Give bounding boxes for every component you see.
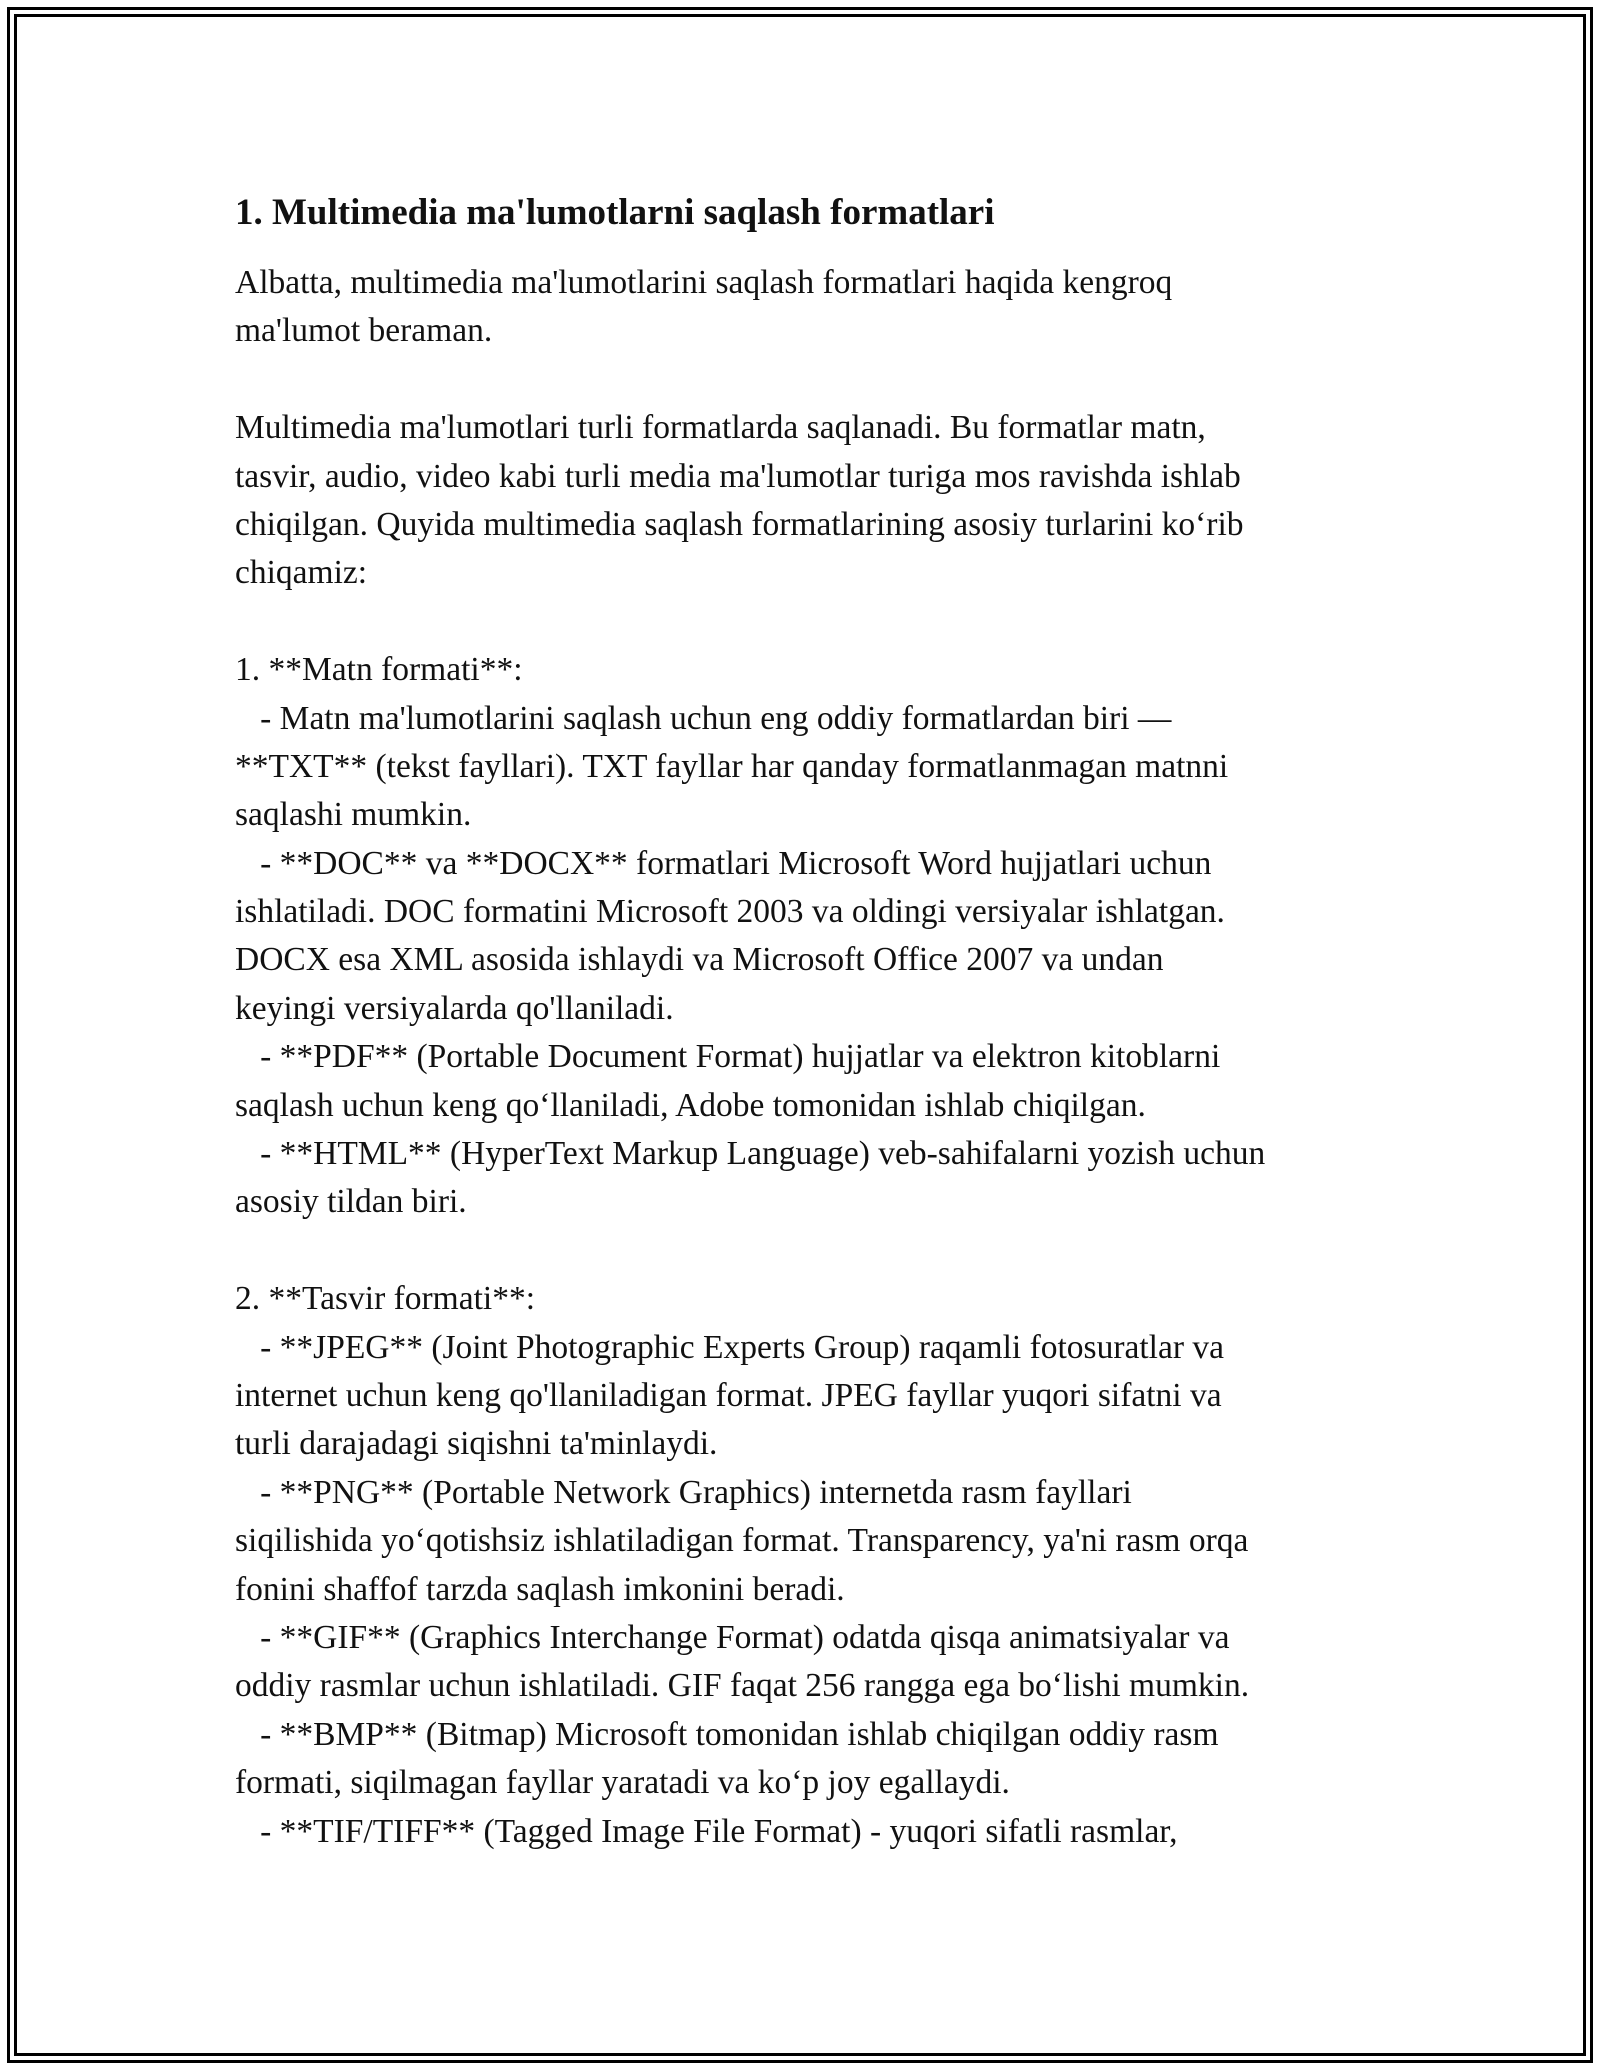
list-item-line: - **DOC** va **DOCX** formatlari Microsoft Word hujjatlari uchun — [235, 844, 1212, 882]
list-item-line: - **HTML** (HyperText Markup Language) veb-sahifalarni yozish uchun — [235, 1135, 1266, 1173]
blank-line — [235, 598, 1375, 646]
document-title: 1. Multimedia ma'lumotlarni saqlash formatlari — [235, 192, 995, 233]
text-line: Albatta, multimedia ma'lumotlarini saqlash formatlari haqida kengroq — [235, 264, 1173, 301]
text-line: **TXT** (tekst fayllari). TXT fayllar har qanday formatlanmagan matnni — [235, 747, 1229, 785]
text-line: turli darajadagi siqishni ta'minlaydi. — [235, 1425, 718, 1463]
text-line: formati, siqilmagan fayllar yaratadi va ko‘p joy egallaydi. — [235, 1764, 1010, 1802]
text-line: Multimedia ma'lumotlari turli formatlarda saqlanadi. Bu formatlar matn, — [235, 409, 1206, 447]
list-item-line: - **GIF** (Graphics Interchange Format) odatda qisqa animatsiyalar va — [235, 1618, 1230, 1656]
text-line: keyingi versiyalarda qo'llaniladi. — [235, 989, 674, 1027]
document-body — [235, 187, 1375, 1856]
list-item-line: - **PDF** (Portable Document Format) hujjatlar va elektron kitoblarni — [235, 1038, 1221, 1076]
section-heading-matn: 1. **Matn formati**: — [235, 651, 523, 689]
text-line: saqlashi mumkin. — [235, 796, 472, 834]
document-text — [235, 259, 1375, 1856]
list-item-line: - **TIF/TIFF** (Tagged Image File Format) - yuqori sifatli rasmlar, — [235, 1812, 1178, 1850]
list-item-line: - Matn ma'lumotlarini saqlash uchun eng oddiy formatlardan biri — — [235, 699, 1172, 737]
text-line: oddiy rasmlar uchun ishlatiladi. GIF faqat 256 rangga ega bo‘lishi mumkin. — [235, 1667, 1250, 1705]
text-line: saqlash uchun keng qo‘llaniladi, Adobe tomonidan ishlab chiqilgan. — [235, 1086, 1146, 1124]
section-heading-tasvir: 2. **Tasvir formati**: — [235, 1280, 536, 1318]
list-item-line: - **BMP** (Bitmap) Microsoft tomonidan ishlab chiqilgan oddiy rasm — [235, 1715, 1219, 1753]
text-line: fonini shaffof tarzda saqlash imkonini beradi. — [235, 1570, 845, 1608]
text-line: siqilishida yo‘qotishsiz ishlatiladigan format. Transparency, ya'ni rasm orqa — [235, 1522, 1249, 1560]
text-line: asosiy tildan biri. — [235, 1183, 467, 1221]
text-line: chiqilgan. Quyida multimedia saqlash formatlarining asosiy turlarini ko‘rib — [235, 505, 1244, 543]
list-item-line: - **PNG** (Portable Network Graphics) internetda rasm fayllari — [235, 1473, 1132, 1511]
list-item-line: - **JPEG** (Joint Photographic Experts Group) raqamli fotosuratlar va — [235, 1328, 1224, 1366]
blank-line — [235, 356, 1375, 404]
blank-line — [235, 1227, 1375, 1275]
text-line: ishlatiladi. DOC formatini Microsoft 2003 va oldingi versiyalar ishlatgan. — [235, 893, 1225, 931]
text-line: tasvir, audio, video kabi turli media ma'lumotlar turiga mos ravishda ishlab — [235, 457, 1241, 495]
text-line: DOCX esa XML asosida ishlaydi va Microsoft Office 2007 va undan — [235, 941, 1164, 979]
text-line: internet uchun keng qo'llaniladigan format. JPEG fayllar yuqori sifatni va — [235, 1376, 1222, 1414]
text-line: chiqamiz: — [235, 554, 368, 592]
text-line: ma'lumot beraman. — [235, 312, 493, 350]
